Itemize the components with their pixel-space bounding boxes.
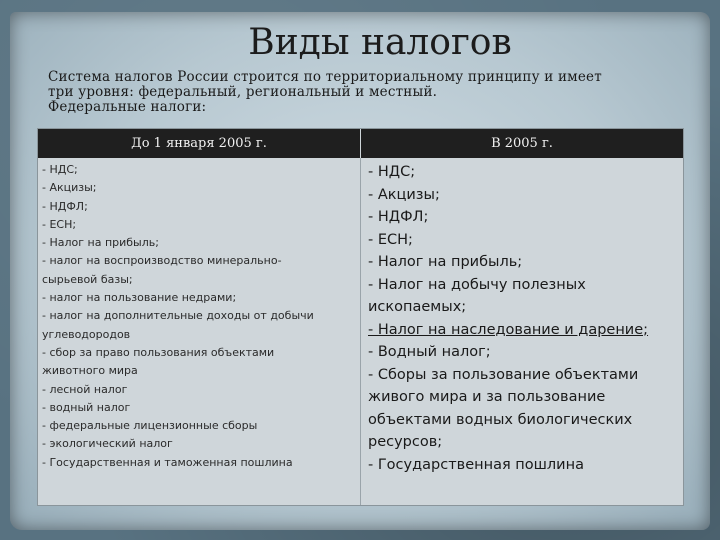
list-item: живого мира и за пользование xyxy=(368,389,606,405)
list-item: - водный налог xyxy=(42,400,131,414)
list-item: - Налог на добычу полезных xyxy=(368,276,586,293)
list-item: - Водный налог; xyxy=(368,344,491,360)
list-item: - лесной налог xyxy=(42,382,128,396)
intro-line: три уровня: федеральный, региональный и местный. xyxy=(48,84,438,100)
list-item: углеводородов xyxy=(42,327,131,341)
list-item: - налог на дополнительные доходы от добычи xyxy=(42,309,314,323)
list-item: объектами водных биологических xyxy=(368,411,633,428)
intro-line: Система налогов России строится по территориальному принципу и имеет xyxy=(48,69,602,85)
list-item: - ЕСН; xyxy=(368,231,413,248)
intro-line: Федеральные налоги: xyxy=(48,99,207,115)
list-item: - налог на пользование недрами; xyxy=(42,291,237,305)
list-item-underlined: - Налог на наследование и дарение; xyxy=(368,321,649,338)
list-item: - Сборы за пользование объектами xyxy=(368,366,639,383)
list-item: ископаемых; xyxy=(368,299,467,315)
list-item: - Государственная и таможенная пошлина xyxy=(42,455,293,469)
list-item: - Налог на прибыль; xyxy=(368,254,523,270)
table-header-before-2005: До 1 января 2005 г. xyxy=(38,129,360,158)
intro-text xyxy=(48,70,688,115)
tax-comparison-table xyxy=(37,128,684,506)
list-item: - федеральные лицензионные сборы xyxy=(42,419,258,433)
slide-title: Виды налогов xyxy=(248,22,512,63)
list-item: сырьевой базы; xyxy=(42,272,133,286)
list-item: - экологический налог xyxy=(42,437,173,451)
list-item: - НДФЛ; xyxy=(42,199,88,213)
list-item: - НДФЛ; xyxy=(368,209,429,225)
list-item: ресурсов; xyxy=(368,434,443,450)
list-item: животного мира xyxy=(42,364,138,378)
list-item: - ЕСН; xyxy=(42,217,77,231)
list-item: - Акцизы; xyxy=(42,181,97,195)
list-item: - налог на воспроизводство минерально- xyxy=(42,254,282,268)
list-item: - НДС; xyxy=(368,164,416,180)
list-item: - Налог на прибыль; xyxy=(42,236,159,250)
table-header-2005: В 2005 г. xyxy=(361,129,683,158)
list-item: - Акцизы; xyxy=(368,186,440,203)
in-2005-tax-list xyxy=(368,161,680,476)
column-divider xyxy=(360,158,361,505)
list-item: - сбор за право пользования объектами xyxy=(42,345,275,359)
before-2005-tax-list xyxy=(42,161,354,472)
list-item: - Государственная пошлина xyxy=(368,456,584,473)
list-item: - НДС; xyxy=(42,163,78,176)
